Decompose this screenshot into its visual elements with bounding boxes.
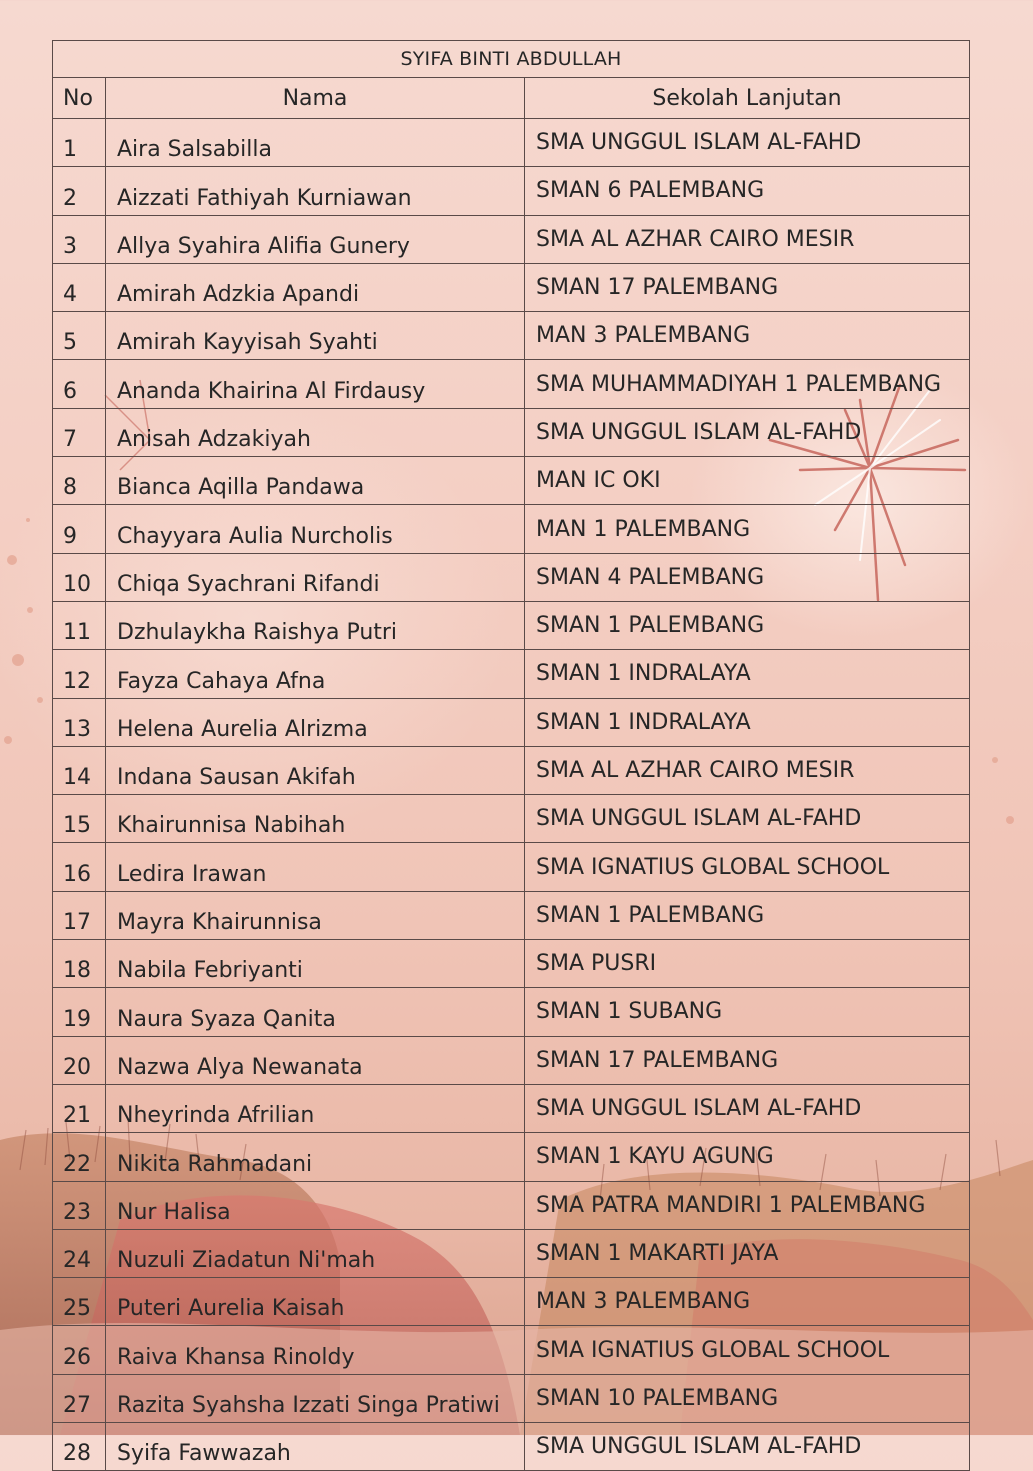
row-number: 4 [53, 263, 106, 311]
table-row [53, 1423, 970, 1471]
school-name: SMA PATRA MANDIRI 1 PALEMBANG [525, 1181, 970, 1229]
school-name: SMAN 1 INDRALAYA [525, 698, 970, 746]
student-name: Nabila Febriyanti [106, 940, 525, 988]
row-number: 18 [53, 940, 106, 988]
school-name: SMA PUSRI [525, 940, 970, 988]
row-number: 9 [53, 505, 106, 553]
student-name: Dzhulaykha Raishya Putri [106, 601, 525, 649]
school-name: SMA AL AZHAR CAIRO MESIR [525, 746, 970, 794]
student-name: Helena Aurelia Alrizma [106, 698, 525, 746]
table-row [53, 1084, 970, 1132]
table-row [53, 215, 970, 263]
school-name: SMA IGNATIUS GLOBAL SCHOOL [525, 1326, 970, 1374]
school-name: SMA AL AZHAR CAIRO MESIR [525, 215, 970, 263]
school-name: SMA IGNATIUS GLOBAL SCHOOL [525, 843, 970, 891]
row-number: 22 [53, 1133, 106, 1181]
student-name: Razita Syahsha Izzati Singa Pratiwi [106, 1374, 525, 1422]
table-row [53, 698, 970, 746]
student-name: Syifa Fawwazah [106, 1423, 525, 1471]
table-row [53, 360, 970, 408]
table-row [53, 312, 970, 360]
student-name: Chayyara Aulia Nurcholis [106, 505, 525, 553]
school-name: SMA UNGGUL ISLAM AL-FAHD [525, 795, 970, 843]
student-name: Aira Salsabilla [106, 119, 525, 167]
table-row [53, 1229, 970, 1277]
student-name: Chiqa Syachrani Rifandi [106, 553, 525, 601]
table-row [53, 601, 970, 649]
row-number: 23 [53, 1181, 106, 1229]
school-name: SMAN 1 KAYU AGUNG [525, 1133, 970, 1181]
row-number: 26 [53, 1326, 106, 1374]
table-title: SYIFA BINTI ABDULLAH [53, 41, 970, 78]
row-number: 21 [53, 1084, 106, 1132]
row-number: 3 [53, 215, 106, 263]
table-row [53, 891, 970, 939]
student-name: Nikita Rahmadani [106, 1133, 525, 1181]
row-number: 7 [53, 408, 106, 456]
student-name: Nur Halisa [106, 1181, 525, 1229]
school-name: SMAN 1 SUBANG [525, 988, 970, 1036]
school-name: SMA UNGGUL ISLAM AL-FAHD [525, 408, 970, 456]
student-name: Indana Sausan Akifah [106, 746, 525, 794]
student-name: Allya Syahira Alifia Gunery [106, 215, 525, 263]
row-number: 6 [53, 360, 106, 408]
school-name: SMAN 1 PALEMBANG [525, 891, 970, 939]
table-row [53, 650, 970, 698]
school-name: SMAN 1 MAKARTI JAYA [525, 1229, 970, 1277]
student-name: Bianca Aqilla Pandawa [106, 457, 525, 505]
school-name: SMA MUHAMMADIYAH 1 PALEMBANG [525, 360, 970, 408]
row-number: 19 [53, 988, 106, 1036]
table-row [53, 1326, 970, 1374]
table-row [53, 1374, 970, 1422]
student-name: Nheyrinda Afrilian [106, 1084, 525, 1132]
student-school-table [52, 40, 970, 1471]
table-row [53, 457, 970, 505]
student-name: Nazwa Alya Newanata [106, 1036, 525, 1084]
row-number: 10 [53, 553, 106, 601]
school-name: SMAN 17 PALEMBANG [525, 1036, 970, 1084]
school-name: MAN 1 PALEMBANG [525, 505, 970, 553]
student-name: Fayza Cahaya Afna [106, 650, 525, 698]
table-row [53, 843, 970, 891]
table-row [53, 940, 970, 988]
table-row [53, 1036, 970, 1084]
school-name: SMAN 1 INDRALAYA [525, 650, 970, 698]
student-name: Ledira Irawan [106, 843, 525, 891]
row-number: 5 [53, 312, 106, 360]
student-school-table-container [52, 40, 969, 1471]
table-header-row [53, 78, 970, 119]
table-row [53, 1278, 970, 1326]
school-name: SMA UNGGUL ISLAM AL-FAHD [525, 1084, 970, 1132]
table-row [53, 408, 970, 456]
table-row [53, 746, 970, 794]
table-row [53, 119, 970, 167]
row-number: 16 [53, 843, 106, 891]
table-body [53, 119, 970, 1471]
row-number: 1 [53, 119, 106, 167]
student-name: Puteri Aurelia Kaisah [106, 1278, 525, 1326]
student-name: Ananda Khairina Al Firdausy [106, 360, 525, 408]
row-number: 20 [53, 1036, 106, 1084]
school-name: SMA UNGGUL ISLAM AL-FAHD [525, 1423, 970, 1471]
row-number: 13 [53, 698, 106, 746]
student-name: Mayra Khairunnisa [106, 891, 525, 939]
column-header-school: Sekolah Lanjutan [525, 78, 970, 119]
table-row [53, 795, 970, 843]
student-name: Raiva Khansa Rinoldy [106, 1326, 525, 1374]
school-name: MAN IC OKI [525, 457, 970, 505]
row-number: 12 [53, 650, 106, 698]
table-row [53, 167, 970, 215]
row-number: 25 [53, 1278, 106, 1326]
school-name: MAN 3 PALEMBANG [525, 312, 970, 360]
row-number: 2 [53, 167, 106, 215]
table-row [53, 553, 970, 601]
column-header-name: Nama [106, 78, 525, 119]
school-name: SMAN 4 PALEMBANG [525, 553, 970, 601]
student-name: Anisah Adzakiyah [106, 408, 525, 456]
student-name: Amirah Kayyisah Syahti [106, 312, 525, 360]
student-name: Nuzuli Ziadatun Ni'mah [106, 1229, 525, 1277]
row-number: 28 [53, 1423, 106, 1471]
column-header-no: No [53, 78, 106, 119]
table-row [53, 988, 970, 1036]
table-row [53, 263, 970, 311]
table-row [53, 1181, 970, 1229]
student-name: Amirah Adzkia Apandi [106, 263, 525, 311]
student-name: Aizzati Fathiyah Kurniawan [106, 167, 525, 215]
school-name: SMAN 10 PALEMBANG [525, 1374, 970, 1422]
school-name: SMAN 6 PALEMBANG [525, 167, 970, 215]
row-number: 11 [53, 601, 106, 649]
row-number: 14 [53, 746, 106, 794]
student-name: Naura Syaza Qanita [106, 988, 525, 1036]
row-number: 15 [53, 795, 106, 843]
table-row [53, 1133, 970, 1181]
table-row [53, 505, 970, 553]
row-number: 27 [53, 1374, 106, 1422]
school-name: MAN 3 PALEMBANG [525, 1278, 970, 1326]
row-number: 8 [53, 457, 106, 505]
row-number: 24 [53, 1229, 106, 1277]
school-name: SMAN 1 PALEMBANG [525, 601, 970, 649]
school-name: SMAN 17 PALEMBANG [525, 263, 970, 311]
table-title-row [53, 41, 970, 78]
school-name: SMA UNGGUL ISLAM AL-FAHD [525, 119, 970, 167]
student-name: Khairunnisa Nabihah [106, 795, 525, 843]
row-number: 17 [53, 891, 106, 939]
